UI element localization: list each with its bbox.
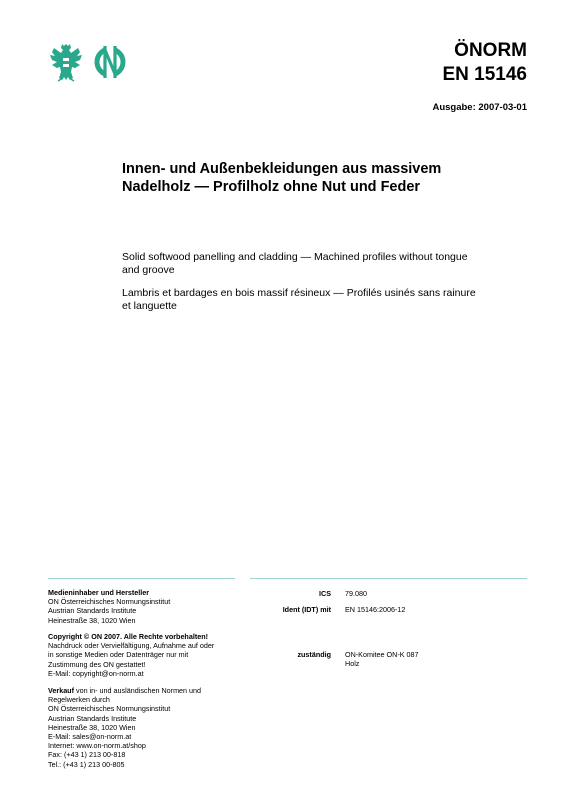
copyright-block xyxy=(48,632,238,678)
sales-phone: Tel.: (+43 1) 213 00-805 xyxy=(48,759,125,769)
sales-heading-rest: von in- und ausländischen Normen und xyxy=(73,686,202,695)
standard-number: EN 15146 xyxy=(442,64,527,85)
sales-line: Austrian Standards Institute xyxy=(48,713,137,723)
publisher-line: Austrian Standards Institute xyxy=(48,606,137,616)
publisher-line: ON Österreichisches Normungsinstitut xyxy=(48,597,171,607)
sales-line: ON Österreichisches Normungsinstitut xyxy=(48,704,171,714)
ics-label: ICS xyxy=(319,589,331,598)
title-english: Solid softwood panelling and cladding — Machined profiles without tongue and groove xyxy=(122,251,468,276)
responsible-label: zuständig xyxy=(297,650,331,659)
title-german: Innen- und Außenbekleidungen aus massivem Nadelholz — Profilholz ohne Nut und Feder xyxy=(122,161,442,195)
copyright-heading: Copyright © ON 2007. Alle Rechte vorbehalten! xyxy=(48,632,208,641)
sales-line: Heinestraße 38, 1020 Wien xyxy=(48,722,136,732)
ident-value: EN 15146:2006-12 xyxy=(345,605,406,614)
responsible-value xyxy=(345,650,525,668)
on-monogram-icon xyxy=(97,46,123,78)
title-french: Lambris et bardages en bois massif résineux — Profilés usinés sans rainure et languette xyxy=(122,287,476,312)
ident-label: Ident (IDT) mit xyxy=(282,605,331,614)
standard-name: ÖNORM xyxy=(454,40,527,61)
edition-date: Ausgabe: 2007-03-01 xyxy=(432,102,527,113)
publisher-line: Heinestraße 38, 1020 Wien xyxy=(48,615,136,625)
austrian-eagle-crest-icon xyxy=(50,44,82,81)
copyright-email: E-Mail: copyright@on-norm.at xyxy=(48,668,144,678)
divider-right xyxy=(250,578,527,579)
divider-left xyxy=(48,578,235,579)
sales-email: E-Mail: sales@on-norm.at xyxy=(48,732,132,742)
sales-internet: Internet: www.on-norm.at/shop xyxy=(48,741,146,751)
publisher-block xyxy=(48,588,238,625)
copyright-line: in sonstige Medien oder Datenträger nur mit xyxy=(48,650,189,660)
sales-heading: Verkauf xyxy=(48,686,74,695)
sales-line: Regelwerken durch xyxy=(48,695,110,705)
responsible-committee: ON-Komitee ON-K 087 xyxy=(345,650,419,659)
publisher-heading: Medieninhaber und Hersteller xyxy=(48,588,150,597)
sales-heading-line xyxy=(48,686,238,695)
copyright-line: Zustimmung des ON gestattet! xyxy=(48,659,146,669)
sales-fax: Fax: (+43 1) 213 00-818 xyxy=(48,750,126,760)
responsible-subject: Holz xyxy=(345,659,360,669)
ics-value: 79.080 xyxy=(345,589,367,598)
copyright-line: Nachdruck oder Vervielfältigung, Aufnahme auf oder xyxy=(48,641,215,651)
logos xyxy=(44,40,134,88)
sales-block xyxy=(48,686,238,769)
